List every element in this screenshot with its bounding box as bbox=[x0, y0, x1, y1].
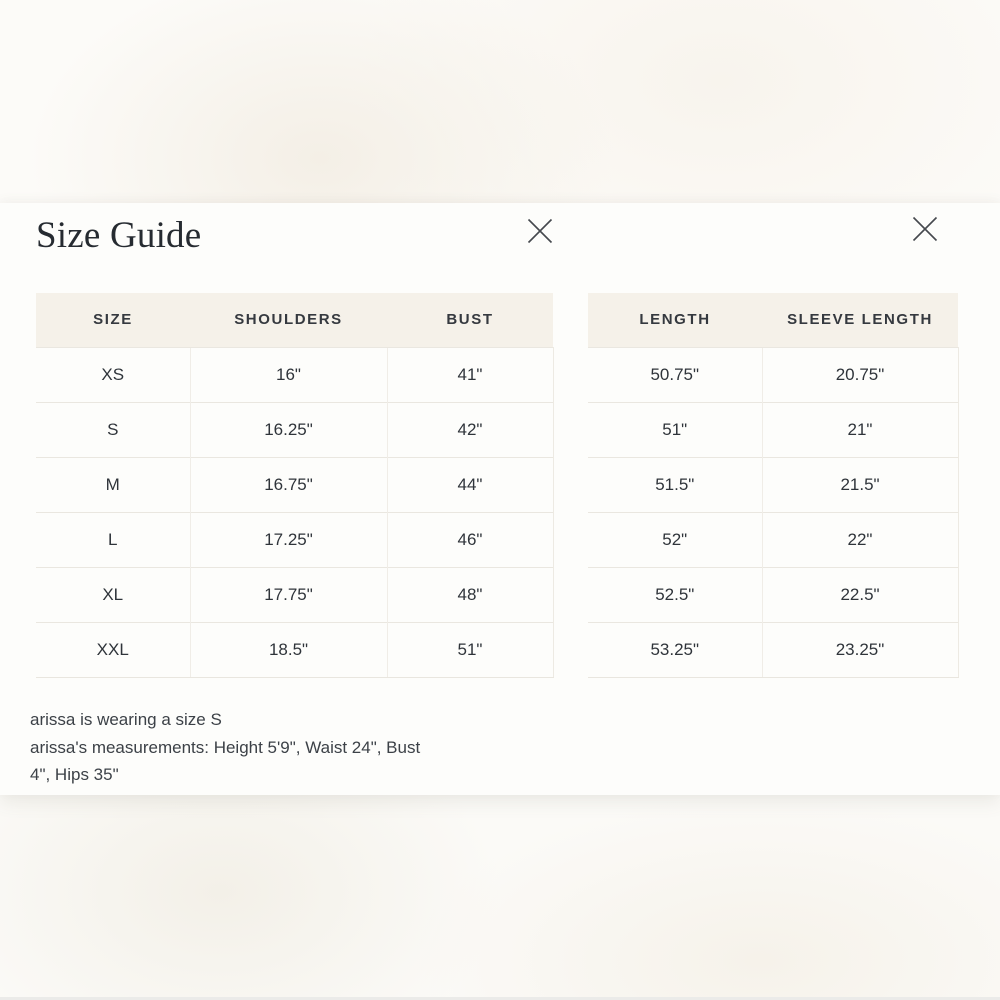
close-icon bbox=[910, 214, 940, 244]
length-cell: 51.5" bbox=[588, 457, 762, 512]
header-row bbox=[588, 293, 958, 347]
table-row bbox=[36, 402, 553, 457]
column-header-bust: BUST bbox=[387, 293, 553, 347]
model-measurements-line: arissa's measurements: Height 5'9", Waist 24", Bust bbox=[30, 737, 421, 757]
length-cell: 51" bbox=[588, 402, 762, 457]
table-row bbox=[588, 347, 958, 402]
length-sleeve-table bbox=[588, 293, 959, 678]
table-row bbox=[36, 347, 553, 402]
size-cell: L bbox=[36, 512, 190, 567]
close-button[interactable] bbox=[522, 213, 558, 249]
bust-cell: 51" bbox=[387, 622, 553, 677]
length-cell: 52.5" bbox=[588, 567, 762, 622]
sleeve-length-cell: 21.5" bbox=[762, 457, 958, 512]
length-cell: 50.75" bbox=[588, 347, 762, 402]
header-row bbox=[36, 293, 553, 347]
shoulders-cell: 18.5" bbox=[190, 622, 387, 677]
bust-cell: 46" bbox=[387, 512, 553, 567]
sleeve-length-cell: 21" bbox=[762, 402, 958, 457]
model-measurements-line-2: 4", Hips 35" bbox=[30, 765, 119, 784]
shoulders-cell: 16.25" bbox=[190, 402, 387, 457]
shoulders-cell: 17.75" bbox=[190, 567, 387, 622]
model-size-line: arissa is wearing a size S bbox=[30, 710, 222, 729]
shoulders-cell: 16" bbox=[190, 347, 387, 402]
column-header-sleeve-length: SLEEVE LENGTH bbox=[762, 293, 958, 347]
length-cell: 53.25" bbox=[588, 622, 762, 677]
model-sizing-note bbox=[30, 706, 550, 789]
blurred-page-background-top bbox=[0, 0, 1000, 203]
shoulders-cell: 16.75" bbox=[190, 457, 387, 512]
table-row bbox=[588, 457, 958, 512]
table-row bbox=[36, 512, 553, 567]
sleeve-length-cell: 20.75" bbox=[762, 347, 958, 402]
size-shoulders-bust-table bbox=[36, 293, 554, 678]
shoulders-cell: 17.25" bbox=[190, 512, 387, 567]
table-row bbox=[36, 622, 553, 677]
modal-title: Size Guide bbox=[36, 215, 202, 256]
size-cell: XXL bbox=[36, 622, 190, 677]
length-cell: 52" bbox=[588, 512, 762, 567]
column-header-length: LENGTH bbox=[588, 293, 762, 347]
table-row bbox=[588, 512, 958, 567]
size-cell: XL bbox=[36, 567, 190, 622]
sleeve-length-cell: 22" bbox=[762, 512, 958, 567]
close-button-secondary[interactable] bbox=[907, 211, 943, 247]
size-cell: XS bbox=[36, 347, 190, 402]
bust-cell: 44" bbox=[387, 457, 553, 512]
column-header-size: SIZE bbox=[36, 293, 190, 347]
sleeve-length-cell: 23.25" bbox=[762, 622, 958, 677]
bust-cell: 41" bbox=[387, 347, 553, 402]
close-icon bbox=[525, 216, 555, 246]
table-row bbox=[36, 567, 553, 622]
table-row bbox=[588, 402, 958, 457]
blurred-page-background-bottom bbox=[0, 795, 1000, 1000]
size-cell: S bbox=[36, 402, 190, 457]
column-header-shoulders: SHOULDERS bbox=[190, 293, 387, 347]
bust-cell: 42" bbox=[387, 402, 553, 457]
table-row bbox=[588, 567, 958, 622]
size-cell: M bbox=[36, 457, 190, 512]
sleeve-length-cell: 22.5" bbox=[762, 567, 958, 622]
bust-cell: 48" bbox=[387, 567, 553, 622]
table-row bbox=[588, 622, 958, 677]
size-guide-modal bbox=[0, 203, 1000, 795]
table-row bbox=[36, 457, 553, 512]
